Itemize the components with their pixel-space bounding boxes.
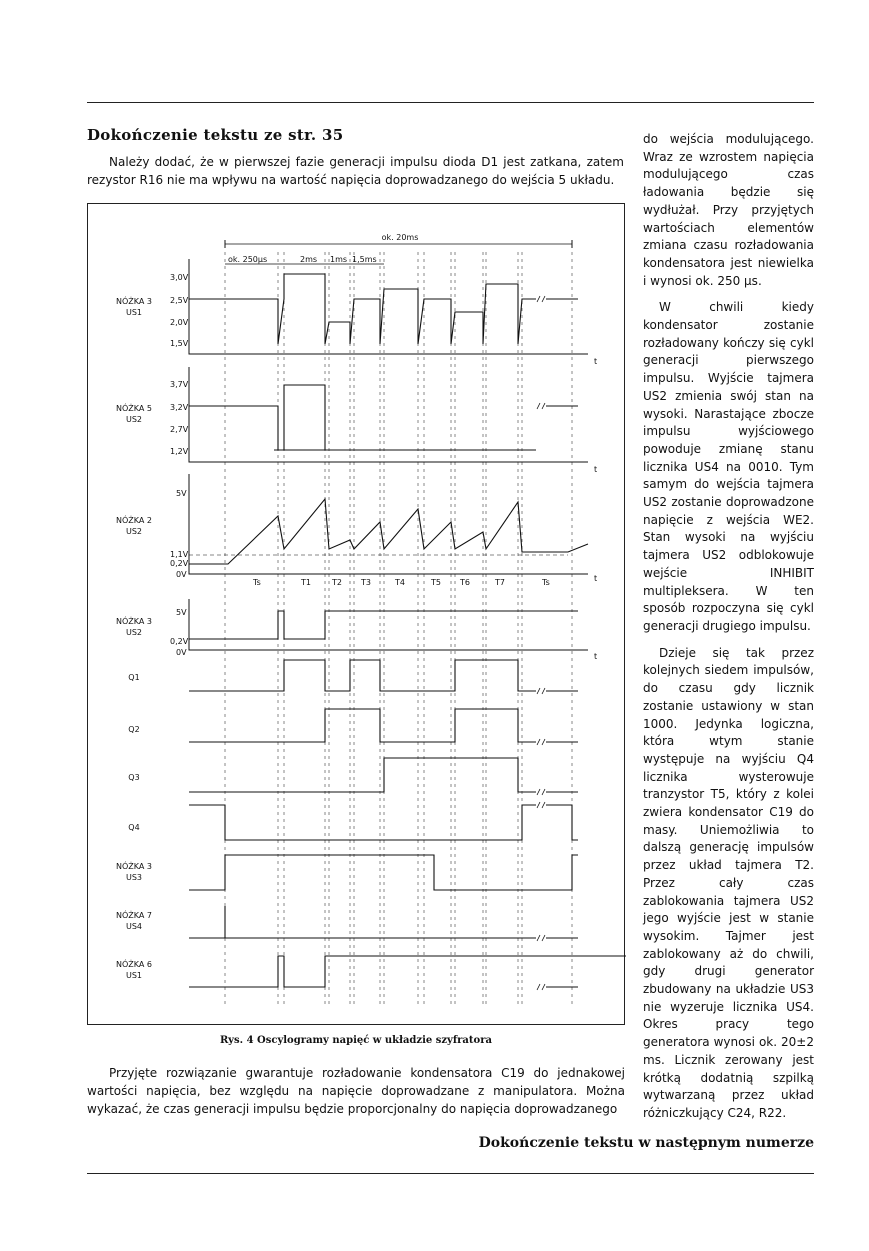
- period-t1: T1: [301, 578, 311, 587]
- svg-text:0V: 0V: [176, 648, 187, 657]
- axis-1: [189, 367, 588, 462]
- svg-text:1,1V: 1,1V: [170, 550, 189, 559]
- label-250us: ok. 250µs: [228, 255, 268, 264]
- svg-text:3,2V: 3,2V: [170, 403, 189, 412]
- trace-q4-end: [546, 805, 578, 840]
- svg-text:2,5V: 2,5V: [170, 296, 189, 305]
- svg-text:3,0V: 3,0V: [170, 273, 189, 282]
- break-mark-4: [537, 789, 545, 795]
- break-mark-7: [537, 984, 545, 990]
- right-column: [643, 131, 814, 1123]
- top-rule: [87, 102, 814, 103]
- oscillogram-svg: [88, 204, 626, 1026]
- lead-paragraph: Należy dodać, że w pierwszej fazie generacji impulsu dioda D1 jest zatkana, zatem rezystor R16 nie ma wpływu na wartość napięcia doprowadzanego do wejścia 5 układu.: [87, 155, 624, 187]
- svg-text:2,7V: 2,7V: [170, 425, 189, 434]
- break-mark-6: [537, 935, 545, 941]
- svg-text:1,2V: 1,2V: [170, 447, 189, 456]
- label-1-5ms: 1,5ms: [352, 255, 377, 264]
- break-mark-1: [537, 403, 545, 409]
- continuation-note: Dokończenie tekstu w następnym numerze: [478, 1135, 814, 1151]
- bottom-rule: [87, 1173, 814, 1174]
- period-labels: [252, 578, 550, 587]
- trace-q4: [189, 805, 536, 840]
- label-1ms: 1ms: [330, 255, 348, 264]
- label-2ms: 2ms: [300, 255, 318, 264]
- svg-text:5V: 5V: [176, 608, 187, 617]
- oscillogram-figure: [87, 203, 625, 1025]
- signal-label-us3b: US3: [125, 873, 143, 882]
- signal-label-3b: US2: [125, 527, 143, 536]
- break-mark-2: [537, 688, 545, 694]
- signal-label-us4b: US4: [125, 922, 143, 931]
- period-t6: T6: [460, 578, 470, 587]
- signal-label-3a: NÓŻKA 2: [116, 516, 152, 525]
- signal-label-4b: US2: [125, 628, 143, 637]
- period-t3: T3: [361, 578, 371, 587]
- period-t5: T5: [431, 578, 441, 587]
- svg-text:t: t: [594, 357, 598, 366]
- label-total-time: ok. 20ms: [381, 233, 419, 242]
- section-heading: Dokończenie tekstu ze str. 35: [87, 126, 344, 144]
- break-mark-3: [537, 739, 545, 745]
- trace-us2-pin2: [189, 499, 588, 564]
- column-paragraph-1: do wejścia modulującego. Wraz ze wzrostem napięcia modulującego czas ładowania będzie się wydłużał. Przy przyjętych wartościach elementów zmiana czasu rozładowania kondensatora jest niewielka i wynosi ok. 250 µs.: [643, 132, 814, 288]
- trace-us4-pin7: [189, 906, 536, 938]
- period-t2: T2: [332, 578, 342, 587]
- period-t4: T4: [395, 578, 405, 587]
- body-paragraph: Przyjęte rozwiązanie gwarantuje rozładowanie kondensatora C19 do jednakowej wartości napięcia, bez względu na napięcie doprowadzane z manipulatora. Można wykazać, że czas generacji impulsu będzie proporcjonalny do napięcia doprowadzanego: [87, 1066, 625, 1116]
- trace-us2-pin3: [189, 611, 578, 639]
- svg-text:0,2V: 0,2V: [170, 559, 189, 568]
- trace-q3: [189, 758, 536, 792]
- axis-2: [189, 474, 588, 574]
- signal-label-us1a: NÓŻKA 6: [116, 960, 152, 969]
- axis-0: [189, 259, 588, 354]
- svg-text:0V: 0V: [176, 570, 187, 579]
- signal-label-us1b: US1: [125, 971, 143, 980]
- signal-label-1b: US1: [125, 308, 143, 317]
- voltage-ticks: [170, 273, 189, 657]
- trace-us1-pin6: [189, 956, 626, 987]
- svg-text:3,7V: 3,7V: [170, 380, 189, 389]
- signal-label-us3a: NÓŻKA 3: [116, 862, 152, 871]
- signal-label-4a: NÓŻKA 3: [116, 617, 152, 626]
- signal-label-2b: US2: [125, 415, 143, 424]
- signal-label-q4: Q4: [128, 823, 140, 832]
- svg-text:t: t: [594, 574, 598, 583]
- trace-us2-pin5: [189, 385, 536, 450]
- svg-text:t: t: [594, 465, 598, 474]
- break-mark-5: [537, 802, 545, 808]
- column-paragraph-3: Dzieje się tak przez kolejnych siedem impulsów, do czasu gdy licznik zostanie ustawiony w stan 1000. Jedynka logiczna, która wtym stanie występuje na wyjściu Q4 licznika wysterowuje tranzystor T5, który z kolei zwiera kondensator C19 do masy. Uniemożliwia to dalszą generację impulsów przez układ tajmera T2. Przez cały czas zablokowania tajmera US2 jego wyjście jest w stanie wysokim. Tajmer jest zablokowany aż do chwili, gdy drugi generator zbudowany na układzie US3 nie wyzeruje licznika US4. Okres pracy tego generatora wynosi ok. 20±2 ms. Licznik zerowany jest krótką dodatnią szpilką wytwarzaną przez układ różniczkujący C24, R22.: [643, 645, 814, 1120]
- svg-text:0,2V: 0,2V: [170, 637, 189, 646]
- trace-q2: [189, 709, 536, 742]
- svg-text:2,0V: 2,0V: [170, 318, 189, 327]
- axis-3: [189, 599, 588, 650]
- signal-label-q1: Q1: [128, 673, 140, 682]
- trace-us3-pin3: [189, 855, 578, 890]
- column-paragraph-2: W chwili kiedy kondensator zostanie rozładowany kończy się cykl generacji pierwszego impulsu. Wyjście tajmera US2 zmienia swój stan na wysoki. Narastające zbocze impulsu wyjściowego powoduje zmianę stanu licznika US4 na 0010. Tym samym do wejścia tajmera US2 zostanie doprowadzone napięcie z wejścia WE2. Stan wysoki na wyjściu tajmera US2 odblokowuje wejście INHIBIT multipleksera. W ten sposób rozpoczyna się cykl generacji drugiego impulsu.: [643, 300, 814, 633]
- signal-labels: [116, 295, 152, 980]
- signal-label-q3: Q3: [128, 773, 140, 782]
- signal-label-2a: NÓŻKA 5: [116, 404, 152, 413]
- signal-label-q2: Q2: [128, 725, 140, 734]
- break-mark-0: [537, 296, 545, 302]
- trace-us1-pin3: [189, 274, 536, 344]
- svg-text:t: t: [594, 652, 598, 661]
- period-ts2: Ts: [542, 578, 550, 587]
- time-axis-labels: [594, 357, 597, 661]
- svg-text:5V: 5V: [176, 489, 187, 498]
- signal-label-1a: NÓŻKA 3: [116, 297, 152, 306]
- trace-q1: [189, 660, 536, 691]
- signal-label-us4a: NÓŻKA 7: [116, 911, 152, 920]
- waveform-traces: [189, 252, 626, 1004]
- period-t7: T7: [495, 578, 505, 587]
- figure-caption: Rys. 4 Oscylogramy napięć w układzie szyfratora: [220, 1035, 492, 1046]
- svg-text:1,5V: 1,5V: [170, 339, 189, 348]
- period-ts1: Ts: [253, 578, 261, 587]
